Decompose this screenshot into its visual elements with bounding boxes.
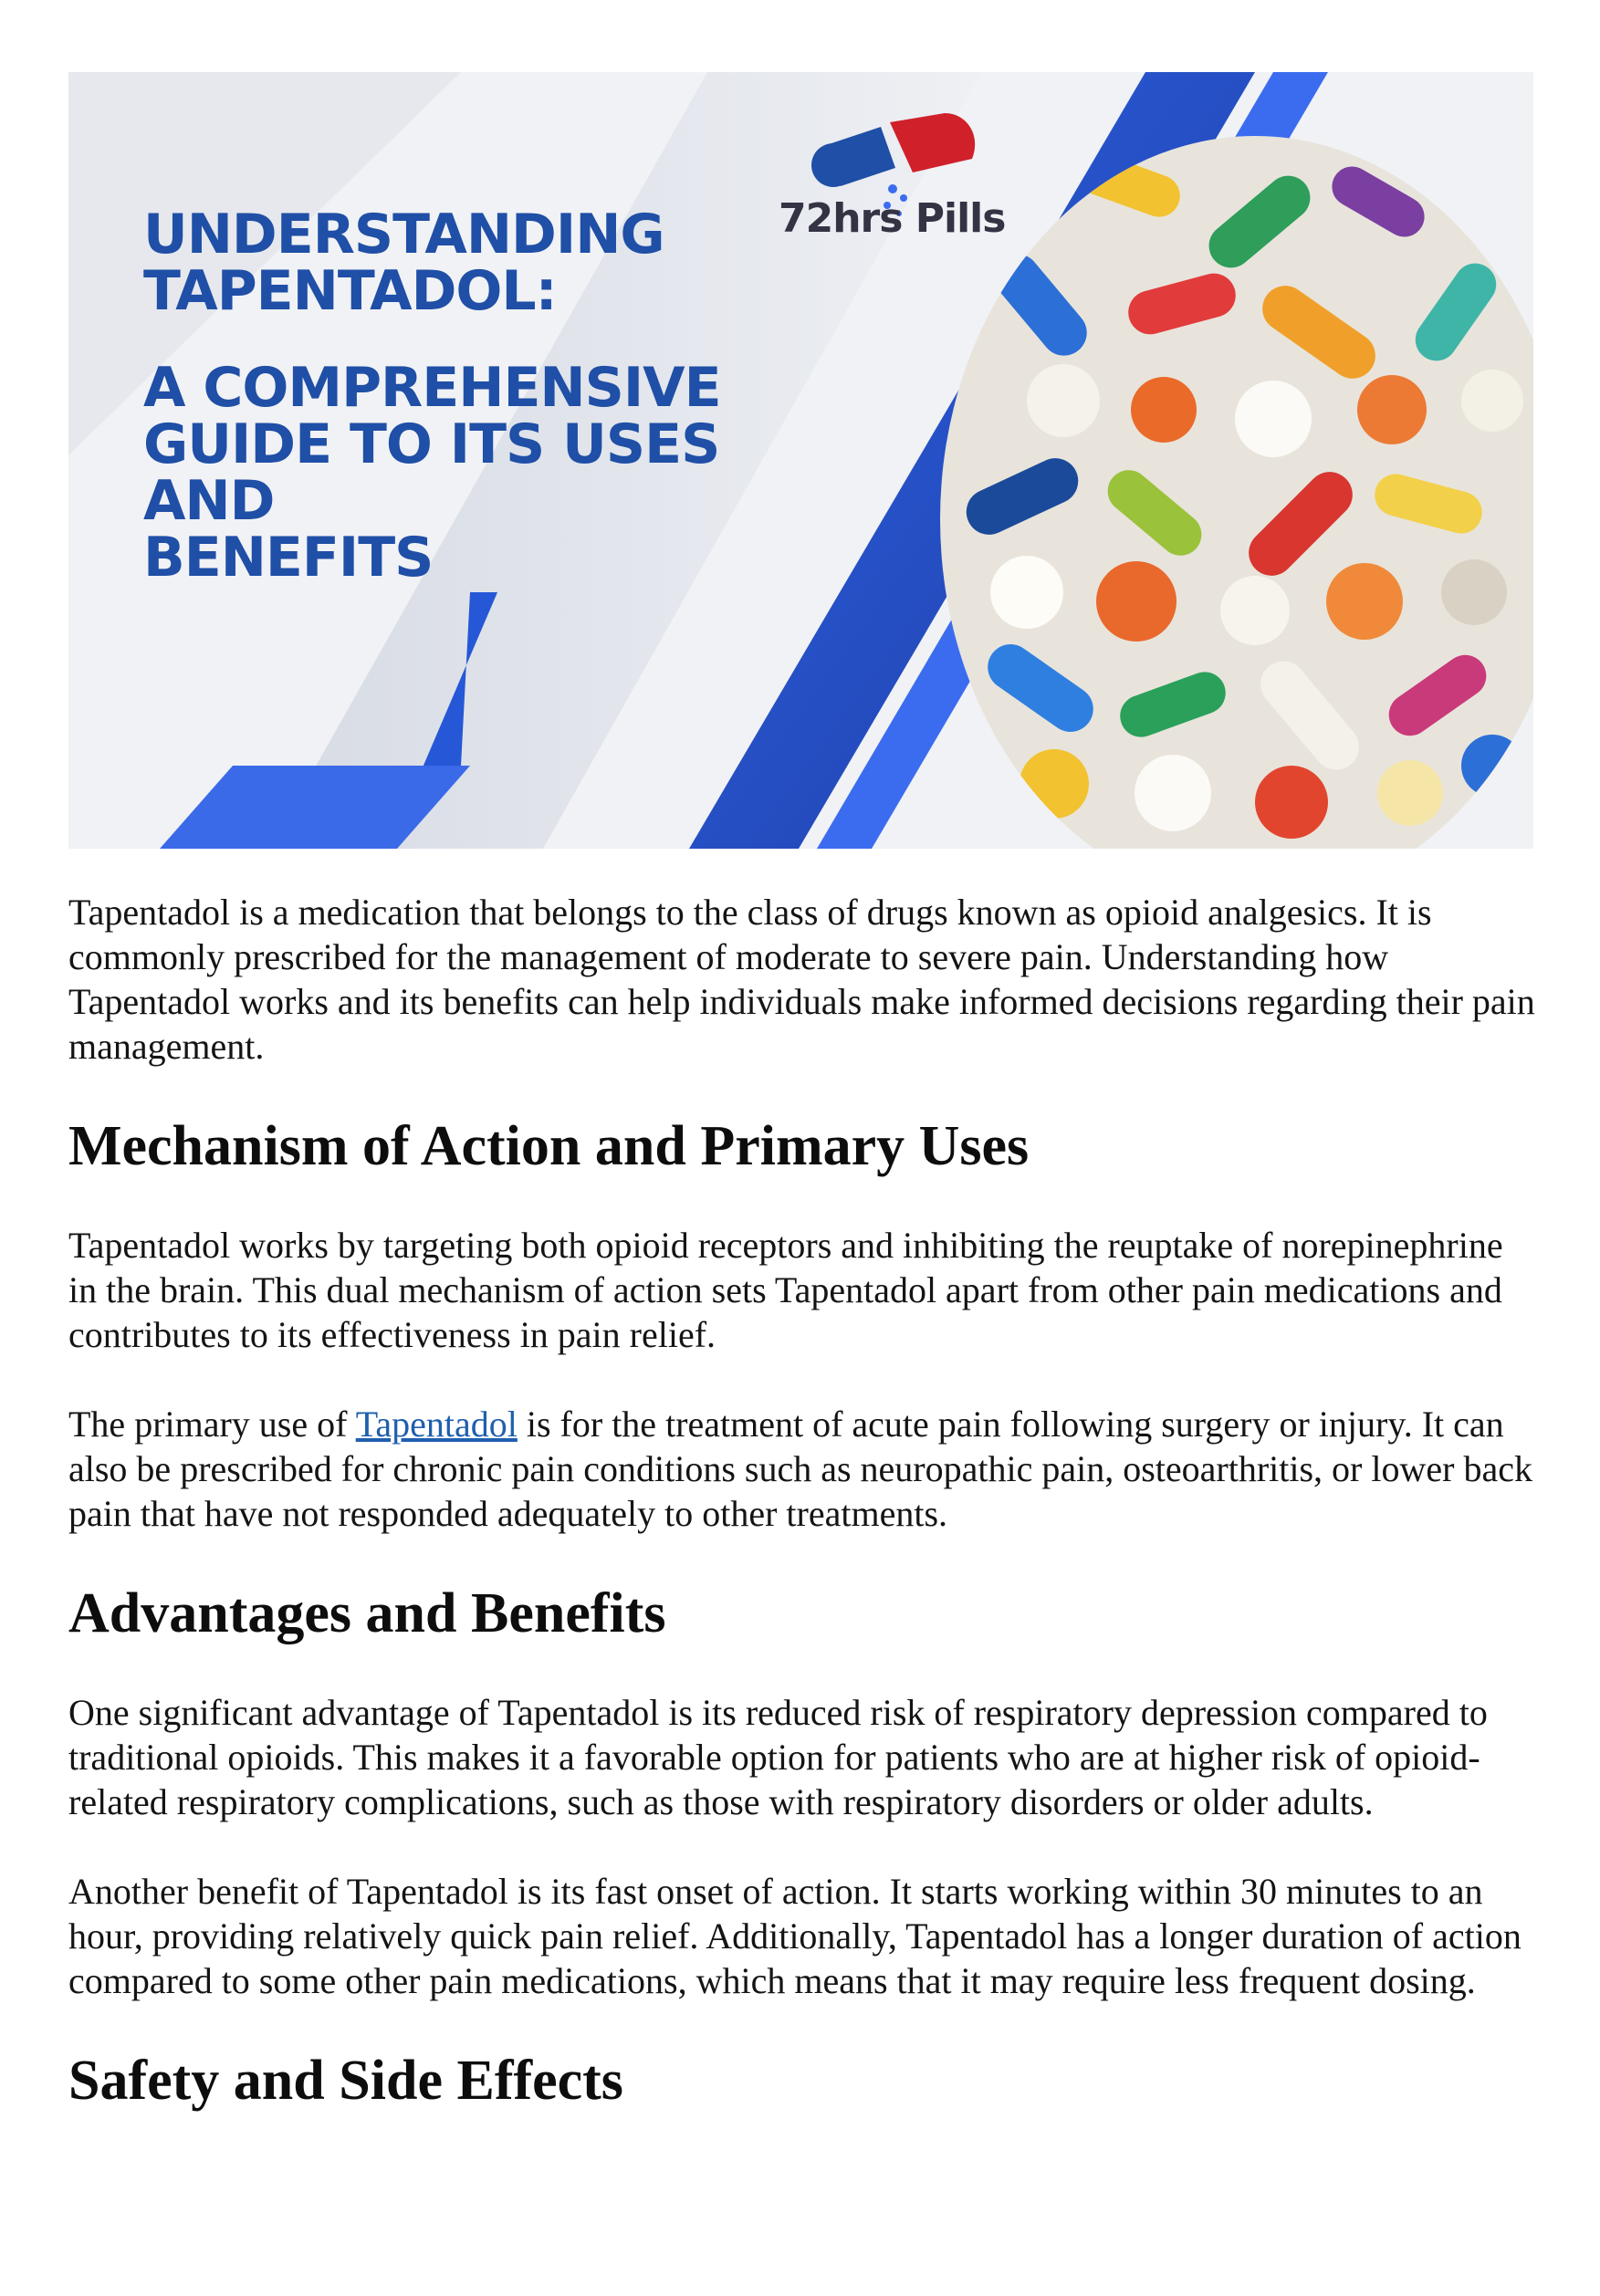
banner-title-line: AND [143,469,275,533]
intro-paragraph: Tapentadol is a medication that belongs to the class of drugs known as opioid analgesics. It is commonly prescribed for the management of moderate to severe pain. Understanding how Tapentadol works and its benefits can help individuals make informed decisions regarding their pain management. [68,892,1535,1067]
banner-title-line: BENEFITS [143,526,434,590]
advantage-paragraph: One significant advantage of Tapentadol is its reduced risk of respiratory depression compared to traditional opioids. This makes it a favorable option for patients who are at higher risk of opioid-related respiratory complications, such as those with respiratory disorders or older adults. [68,1692,1488,1822]
banner-title [143,203,721,590]
banner-title-line: UNDERSTANDING [143,203,664,266]
primary-use-text: is for the treatment of acute pain following surgery or injury. It can also be prescribed for chronic pain conditions such as neuropathic pain, osteoarthritis, or lower back pain that have not responded adequately to other treatments. [68,1404,1532,1534]
pills-photo [926,127,1533,849]
benefit-paragraph: Another benefit of Tapentadol is its fast onset of action. It starts working within 30 minutes to an hour, providing relatively quick pain relief. Additionally, Tapentadol has a longer duration of action compared to some other pain medications, which means that it may require less frequent dosing. [68,1871,1522,2001]
primary-use-paragraph [68,1402,1538,1536]
primary-use-text: The primary use of [68,1404,356,1445]
article-body [68,890,1538,2157]
section-heading-safety: Safety and Side Effects [68,2050,623,2112]
tapentadol-link[interactable]: Tapentadol [355,1404,518,1445]
banner-title-line: TAPENTADOL: [143,259,557,323]
section-heading-advantages: Advantages and Benefits [68,1582,666,1644]
banner-title-line: GUIDE TO ITS USES [143,412,720,476]
mechanism-paragraph: Tapentadol works by targeting both opioid receptors and inhibiting the reuptake of norepinephrine in the brain. This dual mechanism of action sets Tapentadol apart from other pain medications and contributes to its effectiveness in pain relief. [68,1225,1503,1355]
banner-spacer [143,320,721,360]
section-heading-mechanism: Mechanism of Action and Primary Uses [68,1115,1030,1177]
brand-logo-text: 72hrs Pills [779,195,1006,242]
banner-title-line: A COMPREHENSIVE [143,356,721,420]
hero-banner [68,72,1533,849]
